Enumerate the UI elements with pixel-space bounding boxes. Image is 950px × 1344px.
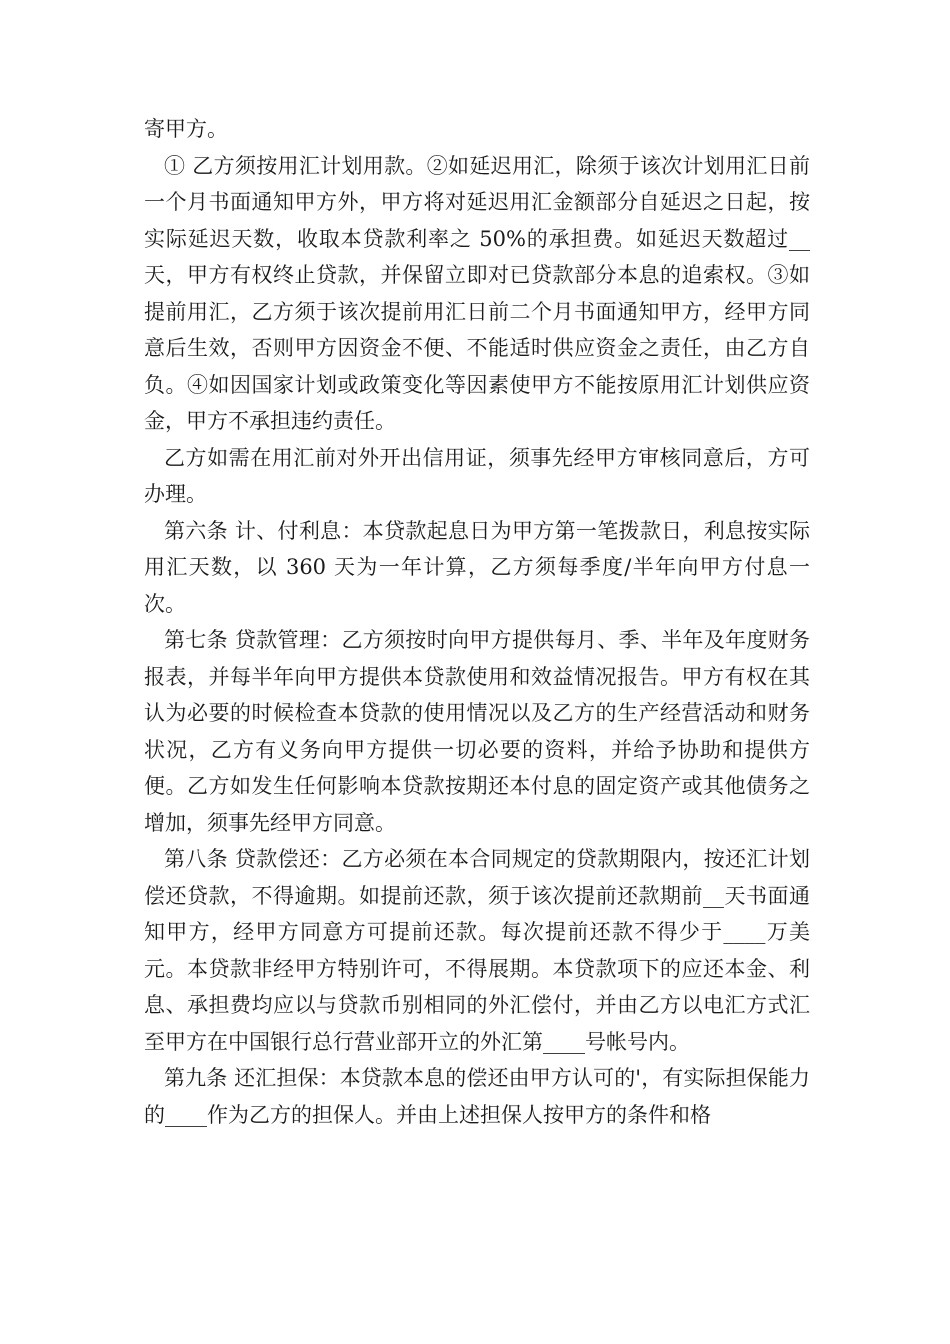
paragraph-continuation: 寄甲方。 xyxy=(144,117,228,141)
paragraph-article-6-interest: 第六条 计、付利息：本贷款起息日为甲方第一笔拨款日，利息按实际用汇天数，以 360 天为一年计算，乙方须每季度/半年向甲方付息一次。 xyxy=(144,518,810,616)
document-page xyxy=(144,111,810,1133)
paragraph-fund-usage-plan: ① 乙方须按用汇计划用款。②如延迟用汇，除须于该次计划用汇日前一个月书面通知甲方外，甲方将对延迟用汇金额部分自延迟之日起，按实际延迟天数，收取本贷款利率之 50%的承担费。如延迟天数超过__天，甲方有权终止贷款，并保留立即对已贷款部分本息的追索权。③如提前用汇，乙方须于该次提前用汇日前二个月书面通知甲方，经甲方同意后生效，否则甲方因资金不便、不能适时供应资金之责任，由乙方自负。④如因国家计划或政策变化等因素使甲方不能按原用汇计划供应资金，甲方不承担违约责任。 xyxy=(144,153,810,433)
paragraph-article-9-guarantee: 第九条 还汇担保：本贷款本息的偿还由甲方认可的'，有实际担保能力的____作为乙方的担保人。并由上述担保人按甲方的条件和格 xyxy=(144,1066,810,1127)
paragraph-letter-of-credit: 乙方如需在用汇前对外开出信用证，须事先经甲方审核同意后，方可办理。 xyxy=(144,445,810,506)
paragraph-article-8-repayment: 第八条 贷款偿还：乙方必须在本合同规定的贷款期限内，按还汇计划偿还贷款，不得逾期。如提前还款，须于该次提前还款期前__天书面通知甲方，经甲方同意方可提前还款。每次提前还款不得少于____万美元。本贷款非经甲方特别许可，不得展期。本贷款项下的应还本金、利息、承担费均应以与贷款币别相同的外汇偿付，并由乙方以电汇方式汇至甲方在中国银行总行营业部开立的外汇第____号帐号内。 xyxy=(144,847,810,1054)
paragraph-article-7-loan-management: 第七条 贷款管理：乙方须按时向甲方提供每月、季、半年及年度财务报表，并每半年向甲方提供本贷款使用和效益情况报告。甲方有权在其认为必要的时候检查本贷款的使用情况以及乙方的生产经营活动和财务状况，乙方有义务向甲方提供一切必要的资料，并给予协助和提供方便。乙方如发生任何影响本贷款按期还本付息的固定资产或其他债务之增加，须事先经甲方同意。 xyxy=(144,628,810,835)
